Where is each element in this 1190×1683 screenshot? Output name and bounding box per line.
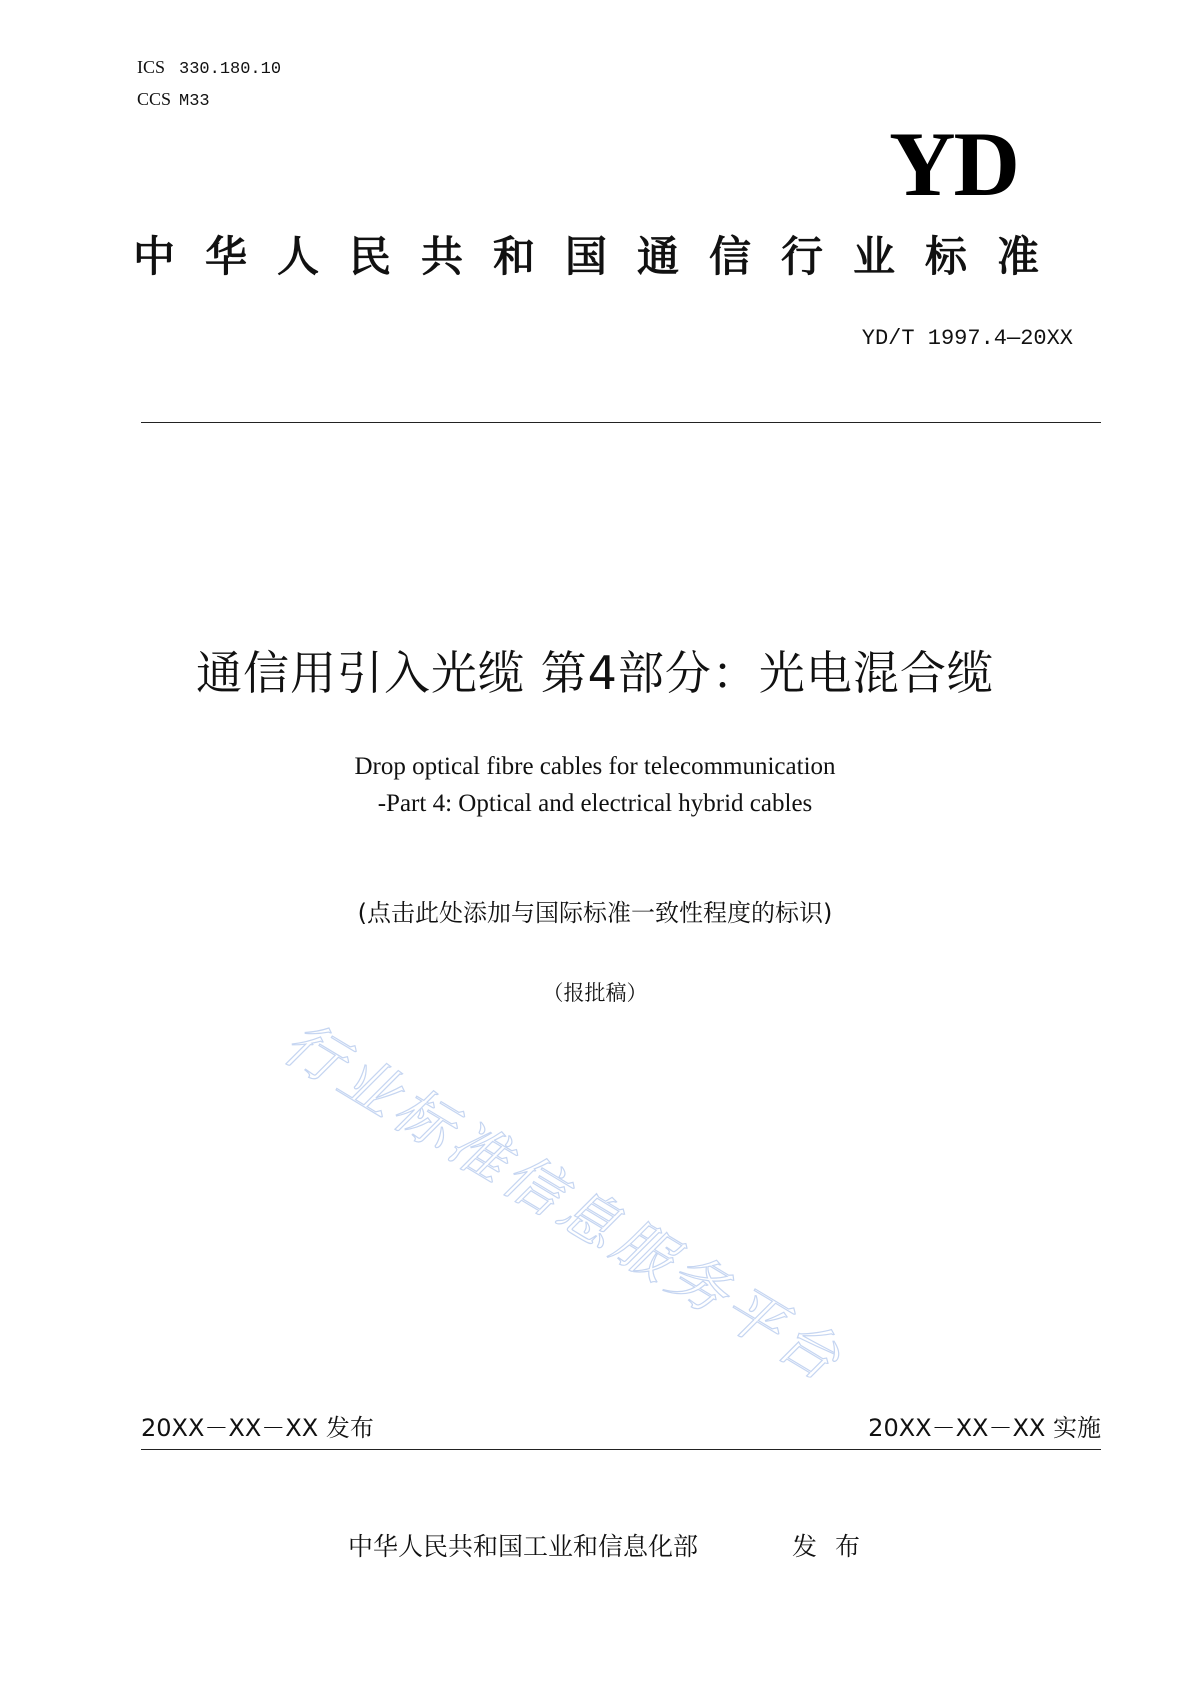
issue-date: 20XX－XX－XX 发布	[141, 1414, 374, 1442]
document-title-chinese: 通信用引入光缆 第4部分：光电混合缆	[196, 646, 994, 700]
ics-code: 330.180.10	[179, 60, 282, 79]
header-divider	[141, 422, 1101, 423]
implementation-date: 20XX－XX－XX 实施	[868, 1414, 1101, 1442]
standard-category-heading: 中华人民共和国通信行业标准	[133, 232, 1070, 281]
ccs-code: M33	[179, 92, 210, 111]
issuing-authority: 中华人民共和国工业和信息化部	[348, 1532, 699, 1561]
ics-classification	[137, 56, 281, 81]
consistency-note-placeholder[interactable]: (点击此处添加与国际标准一致性程度的标识)	[357, 899, 833, 927]
ccs-label: CCS	[137, 89, 172, 109]
ccs-classification	[137, 88, 210, 113]
document-title-english-line-1: Drop optical fibre cables for telecommunication	[354, 753, 836, 780]
yd-logo: YD	[889, 113, 1018, 215]
ics-label: ICS	[137, 57, 166, 77]
watermark: 行业标准信息服务平台	[272, 1008, 856, 1397]
issue-label: 发布	[792, 1532, 879, 1561]
footer-divider	[141, 1449, 1101, 1450]
standard-number: YD/T 1997.4—20XX	[861, 326, 1073, 351]
document-title-english-line-2: -Part 4: Optical and electrical hybrid cables	[377, 790, 813, 817]
draft-stage-label: （报批稿）	[542, 981, 648, 1005]
